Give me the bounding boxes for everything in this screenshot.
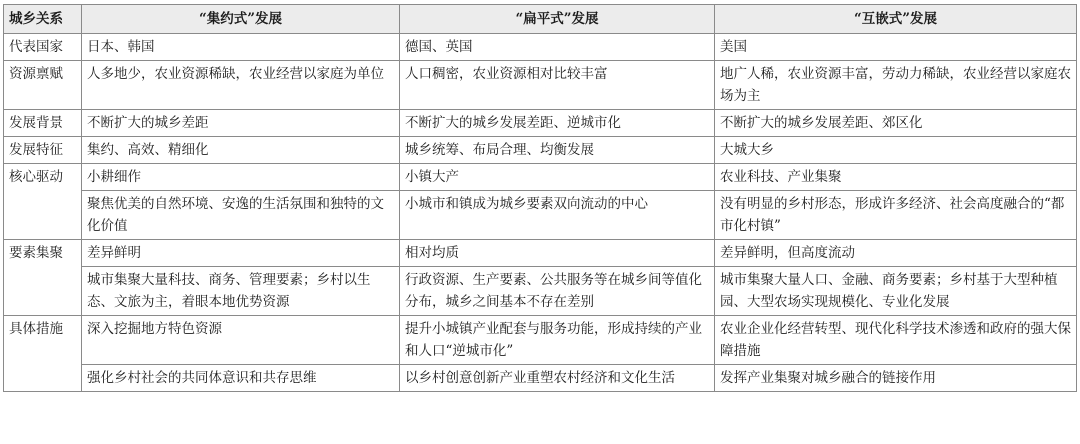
table-row <box>4 240 1077 267</box>
cell-concentrated: 日本、韩国 <box>82 34 400 61</box>
cell-embedded: 大城大乡 <box>715 137 1077 164</box>
row-label: 核心驱动 <box>4 164 82 240</box>
cell-embedded: 不断扩大的城乡发展差距、郊区化 <box>715 110 1077 137</box>
table-row <box>4 316 1077 365</box>
row-label: 发展特征 <box>4 137 82 164</box>
cell-flat: 相对均质 <box>400 240 715 267</box>
cell-flat: 小城市和镇成为城乡要素双向流动的中心 <box>400 191 715 240</box>
table-row <box>4 137 1077 164</box>
cell-flat: 行政资源、生产要素、公共服务等在城乡间等值化分布，城乡之间基本不存在差别 <box>400 267 715 316</box>
cell-flat: 提升小城镇产业配套与服务功能，形成持续的产业和人口“逆城市化” <box>400 316 715 365</box>
cell-flat: 德国、英国 <box>400 34 715 61</box>
cell-concentrated: 小耕细作 <box>82 164 400 191</box>
cell-concentrated: 差异鲜明 <box>82 240 400 267</box>
cell-flat: 以乡村创意创新产业重塑农村经济和文化生活 <box>400 365 715 392</box>
cell-concentrated: 集约、高效、精细化 <box>82 137 400 164</box>
row-label: 发展背景 <box>4 110 82 137</box>
header-row <box>4 5 1077 34</box>
urban-rural-comparison-table <box>3 4 1077 392</box>
header-relation: 城乡关系 <box>4 5 82 34</box>
table-row <box>4 164 1077 191</box>
table-row <box>4 267 1077 316</box>
cell-flat: 小镇大产 <box>400 164 715 191</box>
table-row <box>4 61 1077 110</box>
header-flat: “扁平式”发展 <box>400 5 715 34</box>
row-label: 具体措施 <box>4 316 82 392</box>
cell-flat: 城乡统筹、布局合理、均衡发展 <box>400 137 715 164</box>
table-row <box>4 191 1077 240</box>
cell-concentrated: 城市集聚大量科技、商务、管理要素；乡村以生态、文旅为主，着眼本地优势资源 <box>82 267 400 316</box>
table-row <box>4 34 1077 61</box>
row-label: 代表国家 <box>4 34 82 61</box>
table-row <box>4 365 1077 392</box>
cell-concentrated: 人多地少，农业资源稀缺，农业经营以家庭为单位 <box>82 61 400 110</box>
cell-embedded: 发挥产业集聚对城乡融合的链接作用 <box>715 365 1077 392</box>
cell-embedded: 地广人稀，农业资源丰富，劳动力稀缺，农业经营以家庭农场为主 <box>715 61 1077 110</box>
cell-concentrated: 深入挖掘地方特色资源 <box>82 316 400 365</box>
cell-embedded: 差异鲜明，但高度流动 <box>715 240 1077 267</box>
cell-flat: 人口稠密，农业资源相对比较丰富 <box>400 61 715 110</box>
cell-concentrated: 聚焦优美的自然环境、安逸的生活氛围和独特的文化价值 <box>82 191 400 240</box>
cell-embedded: 农业企业化经营转型、现代化科学技术渗透和政府的强大保障措施 <box>715 316 1077 365</box>
cell-embedded: 城市集聚大量人口、金融、商务要素；乡村基于大型种植园、大型农场实现规模化、专业化发展 <box>715 267 1077 316</box>
cell-flat: 不断扩大的城乡发展差距、逆城市化 <box>400 110 715 137</box>
row-label: 要素集聚 <box>4 240 82 316</box>
cell-embedded: 没有明显的乡村形态，形成许多经济、社会高度融合的“都市化村镇” <box>715 191 1077 240</box>
cell-embedded: 美国 <box>715 34 1077 61</box>
header-embedded: “互嵌式”发展 <box>715 5 1077 34</box>
header-concentrated: “集约式”发展 <box>82 5 400 34</box>
row-label: 资源禀赋 <box>4 61 82 110</box>
cell-concentrated: 强化乡村社会的共同体意识和共存思维 <box>82 365 400 392</box>
cell-concentrated: 不断扩大的城乡差距 <box>82 110 400 137</box>
cell-embedded: 农业科技、产业集聚 <box>715 164 1077 191</box>
table-row <box>4 110 1077 137</box>
